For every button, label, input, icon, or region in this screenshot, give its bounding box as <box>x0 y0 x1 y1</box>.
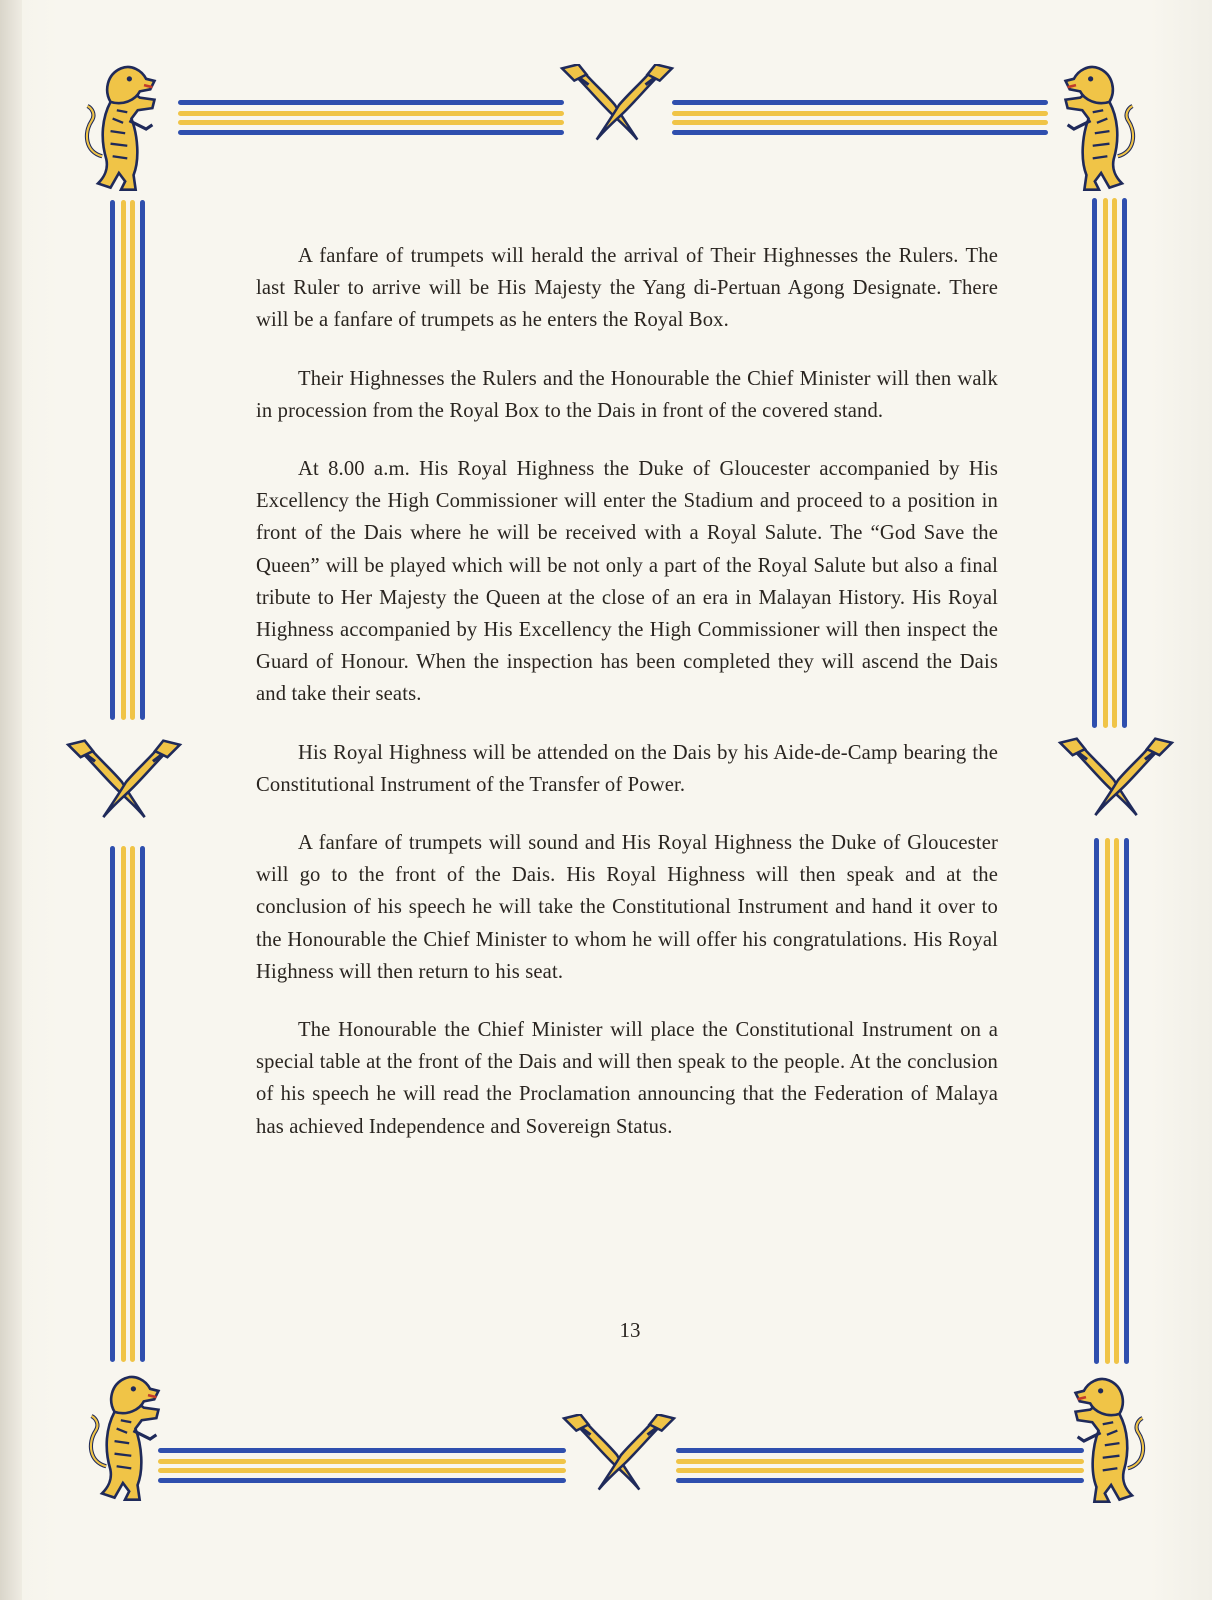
tiger-icon <box>1052 60 1146 196</box>
paragraph: The Honourable the Chief Minister will place the Constitutional Instrument on a special table at the front of the Dais and will then speak to the people. At the conclusion of his speech he will read the Proclamation announcing that the Federation of Malaya has achieved Independence and Sovereign Status. <box>256 1019 998 1138</box>
bottom-border-right-band <box>676 1448 1084 1488</box>
right-border-upper-band <box>1092 198 1132 728</box>
top-border-left-band <box>178 100 564 140</box>
tiger-icon <box>1062 1372 1156 1508</box>
binding-edge <box>0 0 22 1600</box>
right-border-lower-band <box>1094 838 1134 1364</box>
left-border-lower-band <box>110 846 150 1362</box>
crossed-kris-icon <box>558 1414 680 1496</box>
paragraph: A fanfare of trumpets will sound and His Royal Highness the Duke of Gloucester will go to the front of the Dais. His Royal Highness will then speak and at the conclusion of his speech he will take the Constitutional Instrument and hand it over to the Honourable the Chief Minister to whom he will offer his congratulations. His Royal Highness will then return to his seat. <box>256 832 998 983</box>
crossed-kris-icon <box>1054 734 1178 826</box>
paragraph: A fanfare of trumpets will herald the arrival of Their Highnesses the Rulers. The last Ruler to arrive will be His Majesty the Yang di-Pertuan Agong Designate. There will be a fanfare of trumpets as he enters the Royal Box. <box>256 245 998 332</box>
top-border-right-band <box>672 100 1048 140</box>
paragraph: At 8.00 a.m. His Royal Highness the Duke of Gloucester accompanied by His Excellency the High Commissioner will enter the Stadium and proceed to a position in front of the Dais where he will be received with a Royal Salute. The “God Save the Queen” will be played which will be not only a part of the Royal Salute but also a final tribute to Her Majesty the Queen at the close of an era in Malayan History. His Royal Highness accompanied by His Excellency the High Commissioner will then inspect the Guard of Honour. When the inspection has been completed they will ascend the Dais and take their seats. <box>256 458 998 706</box>
body-text <box>256 240 998 1169</box>
paragraph: His Royal Highness will be attended on the Dais by his Aide-de-Camp bearing the Constitutional Instrument of the Transfer of Power. <box>256 741 998 796</box>
crossed-kris-icon <box>62 736 186 828</box>
page-number: 13 <box>619 1318 641 1342</box>
tiger-icon <box>78 1370 172 1506</box>
crossed-kris-icon <box>556 64 678 146</box>
left-border-upper-band <box>110 200 150 720</box>
paragraph: Their Highnesses the Rulers and the Honourable the Chief Minister will then walk in procession from the Royal Box to the Dais in front of the covered stand. <box>256 367 998 422</box>
bottom-border-left-band <box>158 1448 566 1488</box>
tiger-icon <box>74 60 168 196</box>
